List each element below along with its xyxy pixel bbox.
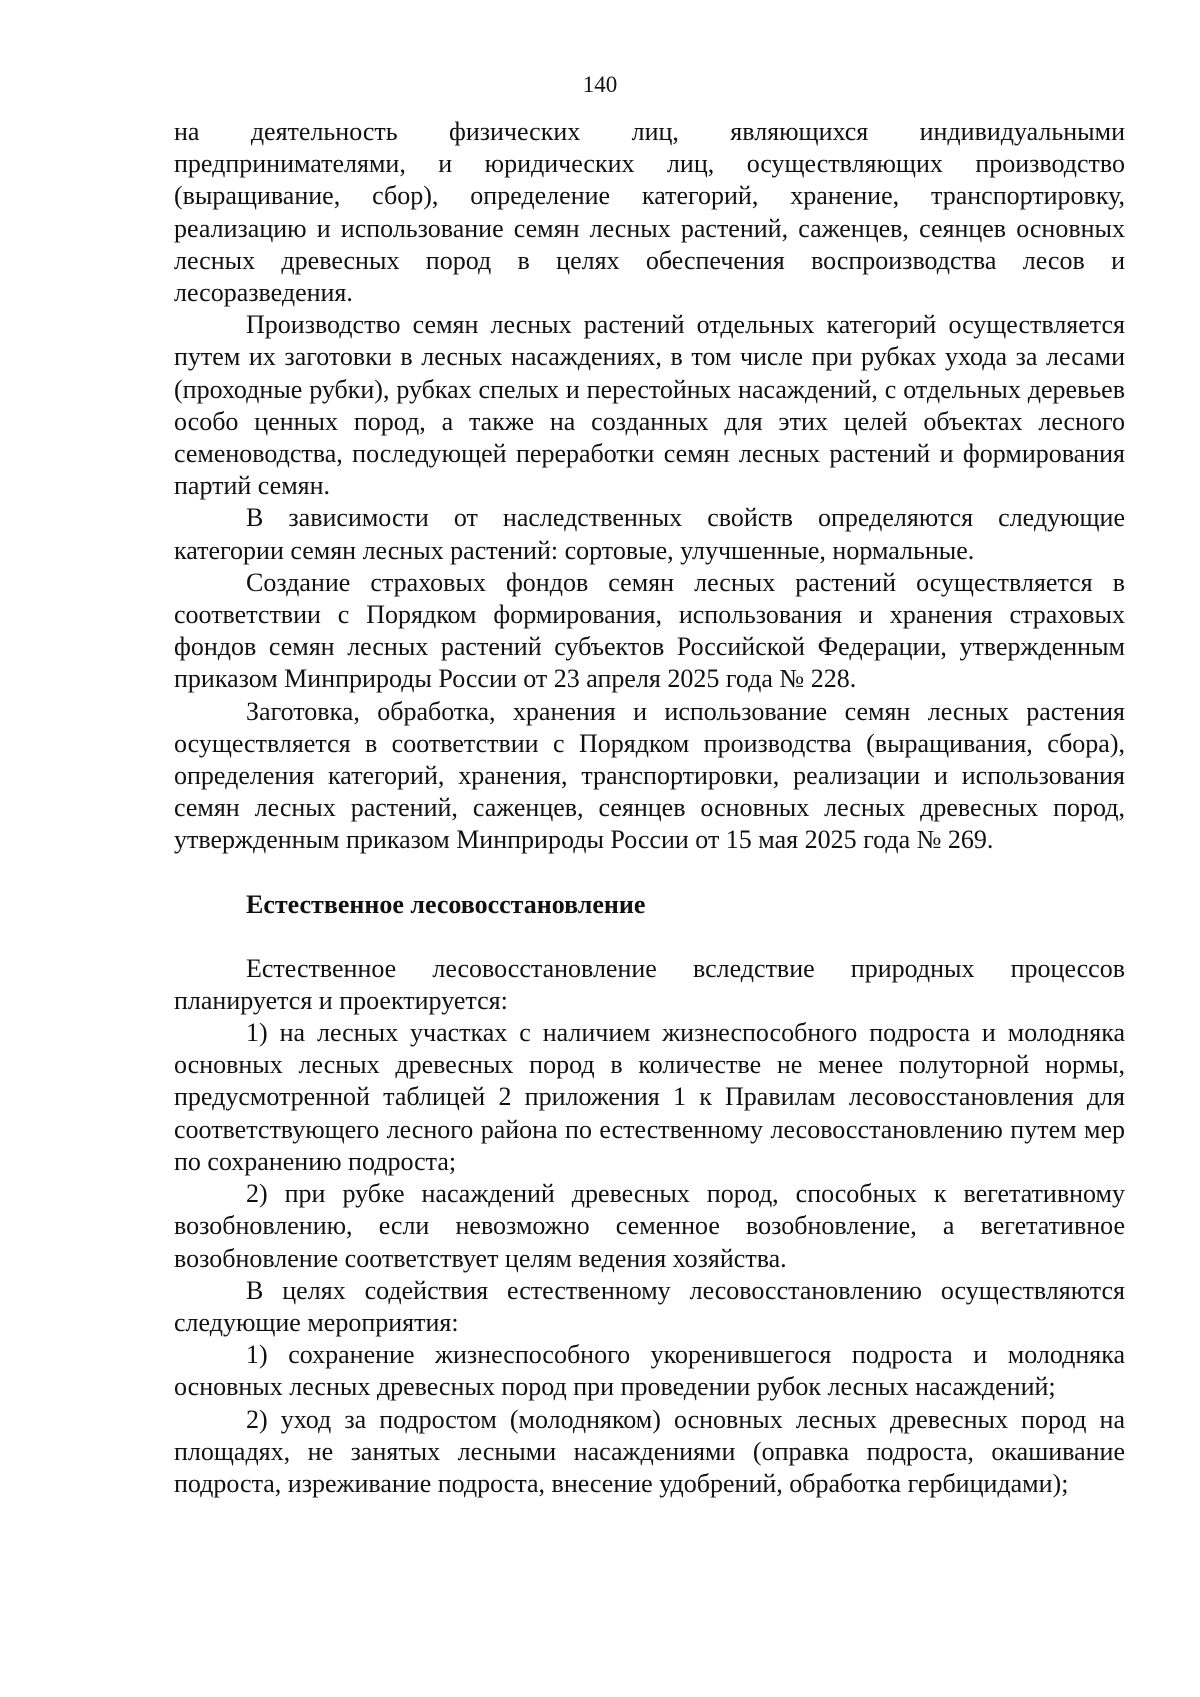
list-item: 2) уход за подростом (молодняком) основных лесных древесных пород на площадях, не занятых лесными насаждениями (оправка подроста, окашивание подроста, изреживание подроста, внесение удобрений, обработка гербицидами);: [174, 1404, 1125, 1498]
document-body: [174, 116, 1125, 1500]
paragraph: Естественное лесовосстановление вследствие природных процессов планируется и проектируется:: [174, 953, 1125, 1015]
spacer: [174, 857, 1125, 889]
list-item: 2) при рубке насаждений древесных пород, способных к вегетативному возобновлению, если невозможно семенное возобновление, а вегетативное возобновление соответствует целям ведения хозяйства.: [174, 1179, 1125, 1273]
paragraph: В зависимости от наследственных свойств определяются следующие категории семян лесных растений: сортовые, улучшенные, нормальные.: [174, 503, 1125, 565]
list-item: 1) на лесных участках с наличием жизнеспособного подроста и молодняка основных лесных древесных пород в количестве не менее полуторной нормы, предусмотренной таблицей 2 приложения 1 к Правилам лесовосстановления для соответствующего лесного района по естественному лесовосстановлению путем мер по сохранению подроста;: [174, 1018, 1125, 1176]
paragraph: В целях содействия естественному лесовосстановлению осуществляются следующие мероприятия:: [174, 1275, 1125, 1337]
paragraph: Создание страховых фондов семян лесных растений осуществляется в соответствии с Порядком формирования, использования и хранения страховых фондов семян лесных растений субъектов Российской Федерации, утвержденным приказом Минприроды России от 23 апреля 2025 года № 228.: [174, 567, 1125, 694]
page-number: 140: [582, 72, 618, 97]
spacer: [174, 921, 1125, 953]
section-heading: Естественное лесовосстановление: [246, 889, 646, 919]
paragraph: Заготовка, обработка, хранения и использование семян лесных растения осуществляется в соответствии с Порядком производства (выращивания, сбора), определения категорий, хранения, транспортировки, реализации и использования семян лесных растений, саженцев, сеянцев основных лесных древесных пород, утвержденным приказом Минприроды России от 15 мая 2025 года № 269.: [174, 696, 1125, 855]
paragraph: на деятельность физических лиц, являющихся индивидуальными предпринимателями, и юридических лиц, осуществляющих производство (выращивание, сбор), определение категорий, хранение, транспортировку, реализацию и использование семян лесных растений, саженцев, сеянцев основных лесных древесных пород в целях обеспечения воспроизводства лесов и лесоразведения.: [174, 117, 1125, 308]
list-item: 1) сохранение жизнеспособного укоренившегося подроста и молодняка основных лесных древесных пород при проведении рубок лесных насаждений;: [174, 1340, 1125, 1402]
paragraph: Производство семян лесных растений отдельных категорий осуществляется путем их заготовки в лесных насаждениях, в том числе при рубках ухода за лесами (проходные рубки), рубках спелых и перестойных насаждений, с отдельных деревьев особо ценных пород, а также на созданных для этих целей объектах лесного семеноводства, последующей переработки семян лесных растений и формирования партий семян.: [174, 310, 1125, 501]
